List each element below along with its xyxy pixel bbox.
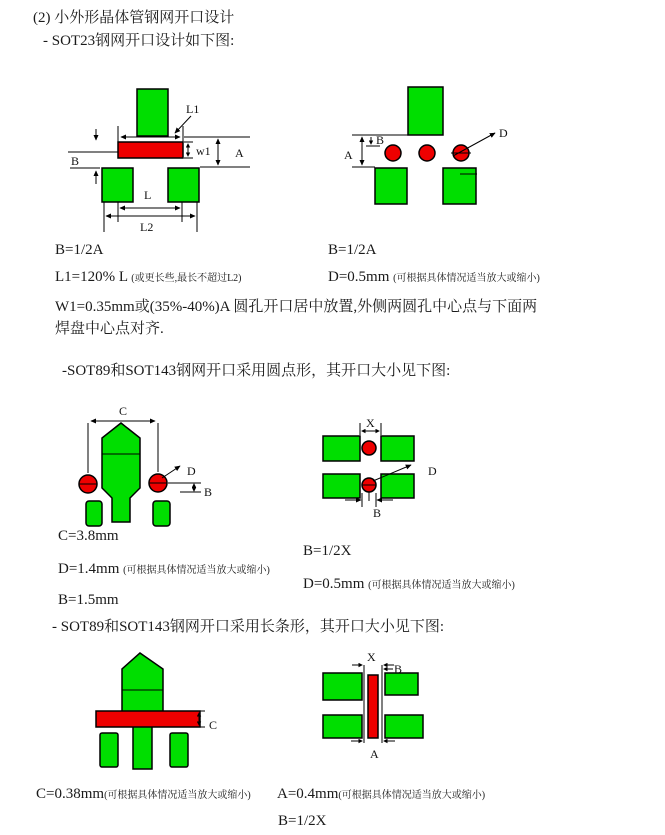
dim-label-d: D	[428, 464, 437, 478]
pad	[323, 715, 362, 738]
dim-label-x: X	[367, 650, 376, 664]
note-round-left-b: B=1.5mm	[58, 592, 119, 608]
dim-label-b: B	[376, 133, 385, 147]
note-round-left-d	[58, 561, 270, 578]
note-strip-left-c	[36, 786, 251, 803]
note-sot23-w1-line2: 焊盘中心点对齐.	[55, 321, 164, 337]
dim-label-x: X	[366, 416, 375, 430]
note-strip-right-b: B=1/2X	[278, 813, 327, 829]
note-round-right-b: B=1/2X	[303, 543, 352, 559]
pad	[153, 501, 170, 526]
pad	[170, 733, 188, 767]
sot89-strip-diagram	[88, 645, 233, 775]
note-sot23-w1-line1: W1=0.35mm或(35%-40%)A 圆孔开口居中放置,外侧两圆孔中心点与下面两	[55, 299, 538, 315]
note-sot23-d	[328, 269, 540, 286]
pad	[381, 474, 414, 498]
note-main: D=0.5mm	[303, 576, 369, 592]
pad	[443, 168, 476, 204]
dim-label-l: L	[144, 188, 152, 202]
dim-label-a: A	[370, 747, 379, 761]
note-strip-right-a	[277, 786, 485, 803]
dim-label-b: B	[394, 662, 403, 676]
pad	[168, 168, 199, 202]
dim-label-a: A	[344, 148, 353, 162]
dim-label-a: A	[235, 146, 244, 160]
note-main: L1=120% L	[55, 269, 132, 285]
pad	[86, 501, 102, 526]
aperture-dot	[419, 145, 435, 161]
pad	[323, 673, 362, 700]
dim-label-d: D	[187, 464, 196, 478]
sot89-strip-intro: - SOT89和SOT143钢网开口采用长条形，其开口大小见下图:	[52, 619, 445, 635]
aperture-bar	[118, 142, 183, 158]
note-small: (可根据具体情况适当放大或缩小)	[123, 565, 270, 576]
dim-label-l2: L2	[140, 220, 154, 234]
pad	[385, 673, 418, 695]
dim-label-b: B	[204, 485, 213, 499]
note-small: (或更长些,最长不超过L2)	[131, 273, 242, 284]
dim-label-c: C	[119, 404, 128, 418]
aperture-bar	[96, 711, 200, 727]
note-main: C=0.38mm	[36, 786, 105, 802]
sot23-intro: - SOT23钢网开口设计如下图:	[43, 33, 235, 49]
aperture-bar	[368, 675, 378, 738]
note-main: A=0.4mm	[277, 786, 339, 802]
dim-label-l1: L1	[186, 102, 200, 116]
note-sot23-l1	[55, 269, 242, 286]
dim-label-c: C	[209, 718, 218, 732]
note-round-right-d	[303, 576, 515, 593]
note-small: (可根据具体情况适当放大或缩小)	[338, 790, 486, 801]
sot89-round-intro: -SOT89和SOT143钢网开口采用圆点形，其开口大小见下图:	[62, 363, 451, 379]
note-small: (可根据具体情况适当放大或缩小)	[393, 273, 540, 284]
sot23-rect-diagram	[60, 82, 260, 242]
pad	[385, 715, 423, 738]
pad	[137, 89, 168, 136]
pad	[323, 474, 360, 498]
pad	[100, 733, 118, 767]
aperture-dot	[362, 441, 376, 455]
pad	[381, 436, 414, 461]
dim-label-b: B	[71, 154, 80, 168]
pad	[408, 87, 443, 135]
note-round-left-c: C=3.8mm	[58, 528, 119, 544]
pad	[102, 168, 133, 202]
dim-label-d: D	[499, 126, 508, 140]
note-sot23-right-b: B=1/2A	[328, 242, 377, 258]
dim-label-b: B	[373, 506, 382, 520]
pad	[323, 436, 360, 461]
note-main: D=1.4mm	[58, 561, 124, 577]
sot89-dots-diagram	[55, 398, 230, 530]
pad	[375, 168, 407, 204]
note-sot23-left-b: B=1/2A	[55, 242, 104, 258]
pad-body	[102, 423, 140, 522]
note-small: (可根据具体情况适当放大或缩小)	[104, 790, 251, 801]
note-small: (可根据具体情况适当放大或缩小)	[368, 580, 515, 591]
note-main: D=0.5mm	[328, 269, 394, 285]
dim-label-w1: w1	[196, 144, 211, 158]
sot143-dots-diagram	[315, 413, 450, 525]
page-title: (2) 小外形晶体管钢网开口设计	[33, 10, 235, 26]
sot23-dots-diagram	[340, 82, 520, 217]
aperture-dot	[385, 145, 401, 161]
sot143-strip-diagram	[313, 648, 448, 770]
